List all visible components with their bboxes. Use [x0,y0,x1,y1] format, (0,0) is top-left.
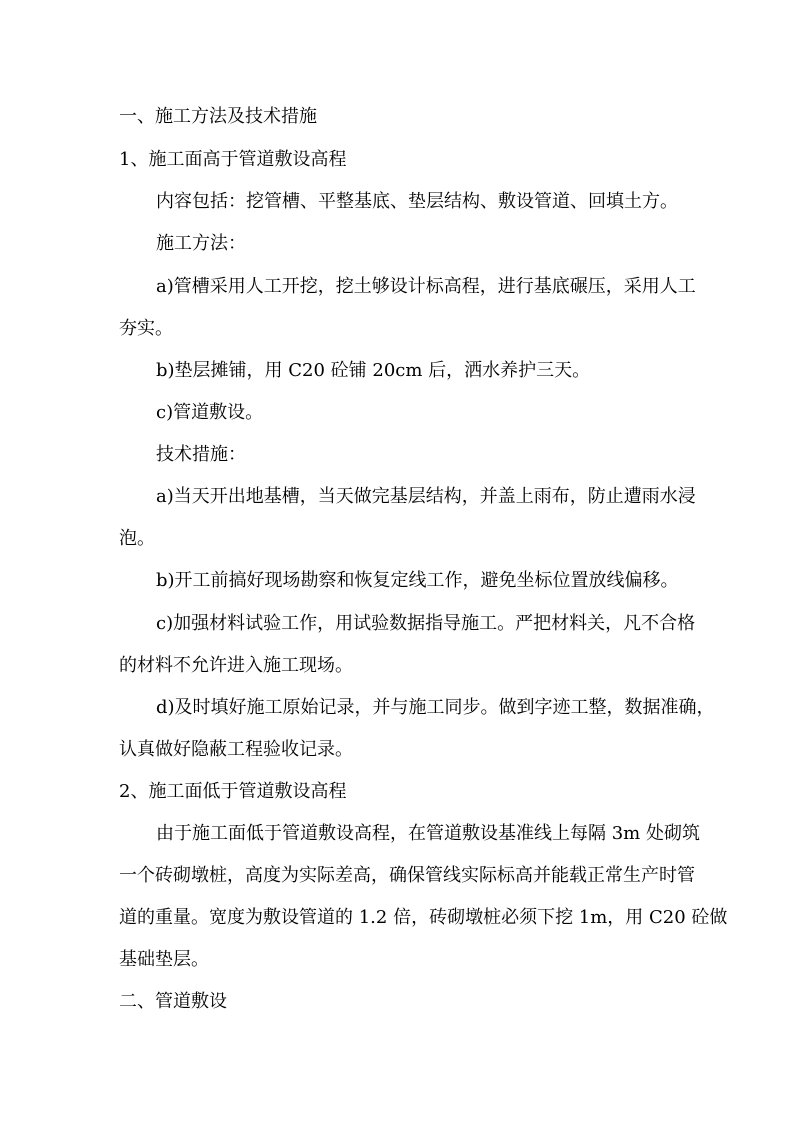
sub2-paragraph-line: 一个砖砌墩桩，高度为实际差高，确保管线实际标高并能载正常生产时管 [119,865,695,886]
method-item-a: a)管槽采用人工开挖，挖土够设计标高程，进行基底碾压，采用人工 [156,276,696,297]
tech-item-d-continued: 认真做好隐蔽工程验收记录。 [119,739,353,760]
tech-label: 技术措施： [156,444,246,465]
sub2-paragraph-line: 由于施工面低于管道敷设高程，在管道敷设基准线上每隔 3m 处砌筑 [156,823,700,844]
method-item-c: c)管道敷设。 [156,402,264,423]
method-item-a-continued: 夯实。 [119,318,173,339]
tech-item-c: c)加强材料试验工作，用试验数据指导施工。严把材料关，凡不合格 [156,613,696,634]
section-heading-2: 二、管道敷设 [119,991,227,1012]
subsection-heading-2: 2、施工面低于管道敷设高程 [119,781,347,802]
tech-item-a-continued: 泡。 [119,528,155,549]
tech-item-b: b)开工前搞好现场勘察和恢复定线工作，避免坐标位置放线偏移。 [156,570,679,591]
sub2-paragraph-line: 道的重量。宽度为敷设管道的 1.2 倍，砖砌墩桩必须下挖 1m，用 C20 砼做 [119,907,728,928]
method-item-b: b)垫层摊铺，用 C20 砼铺 20cm 后，洒水养护三天。 [156,360,591,381]
section-heading-1: 一、施工方法及技术措施 [119,106,317,127]
method-label: 施工方法： [156,233,246,254]
tech-item-c-continued: 的材料不允许进入施工现场。 [119,655,353,676]
sub2-paragraph-line: 基础垫层。 [119,949,209,970]
content-paragraph: 内容包括：挖管槽、平整基底、垫层结构、敷设管道、回填土方。 [156,191,678,212]
tech-item-d: d)及时填好施工原始记录，并与施工同步。做到字迹工整，数据准确， [156,697,715,718]
tech-item-a: a)当天开出地基槽，当天做完基层结构，并盖上雨布，防止遭雨水浸 [156,486,696,507]
subsection-heading-1: 1、施工面高于管道敷设高程 [119,149,347,170]
